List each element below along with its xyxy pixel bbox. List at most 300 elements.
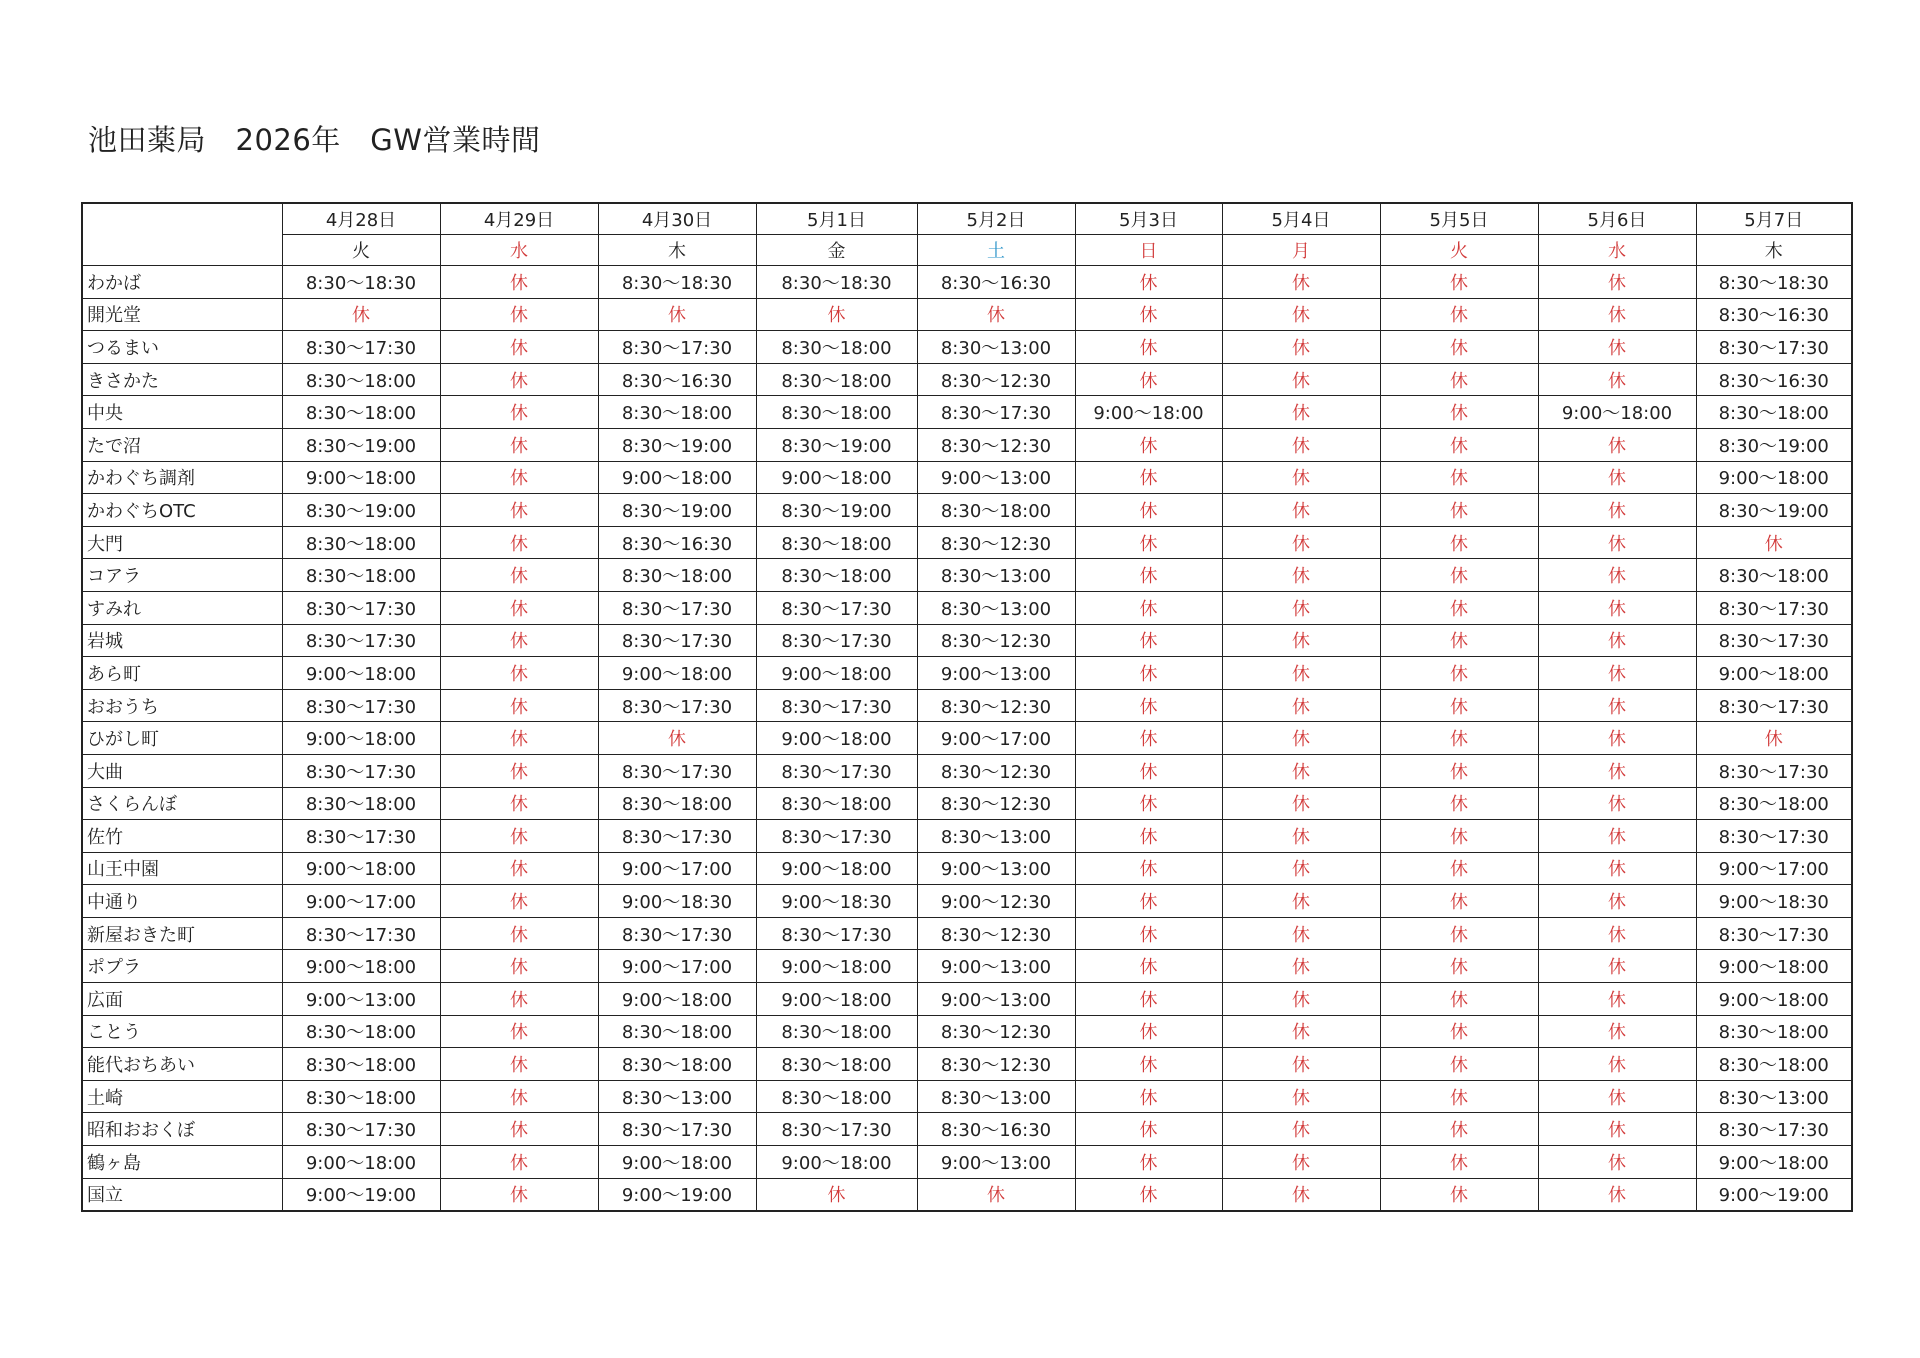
hours-cell: 9:00～18:00 [756, 657, 917, 690]
table-header [82, 203, 1852, 266]
hours-cell: 9:00～18:00 [1696, 983, 1852, 1016]
closed-cell: 休 [1222, 428, 1380, 461]
business-hours-table [81, 202, 1853, 1212]
hours-cell: 8:30～18:00 [598, 396, 756, 429]
hours-cell: 9:00～18:00 [282, 950, 440, 983]
closed-cell: 休 [1380, 559, 1538, 592]
closed-cell: 休 [1222, 461, 1380, 494]
hours-cell: 9:00～18:00 [282, 722, 440, 755]
hours-cell: 9:00～17:00 [598, 950, 756, 983]
store-name: すみれ [82, 591, 282, 624]
hours-cell: 8:30～17:30 [282, 331, 440, 364]
closed-cell: 休 [1075, 1113, 1222, 1146]
store-name: 大門 [82, 526, 282, 559]
closed-cell: 休 [1075, 754, 1222, 787]
hours-cell: 9:00～18:00 [1696, 461, 1852, 494]
date-header: 5月3日 [1075, 203, 1222, 235]
hours-cell: 8:30～17:30 [1696, 624, 1852, 657]
store-name: きさかた [82, 363, 282, 396]
closed-cell: 休 [1222, 1113, 1380, 1146]
closed-cell: 休 [1380, 722, 1538, 755]
store-name: 能代おちあい [82, 1048, 282, 1081]
closed-cell: 休 [440, 852, 598, 885]
hours-cell: 8:30～19:00 [282, 494, 440, 527]
hours-cell: 8:30～18:00 [598, 787, 756, 820]
closed-cell: 休 [1538, 428, 1696, 461]
hours-cell: 8:30～17:30 [1696, 1113, 1852, 1146]
weekday-header: 木 [1696, 235, 1852, 266]
closed-cell: 休 [1538, 461, 1696, 494]
hours-cell: 9:00～13:00 [917, 983, 1075, 1016]
hours-cell: 8:30～17:30 [756, 820, 917, 853]
weekday-header: 水 [1538, 235, 1696, 266]
hours-cell: 8:30～17:30 [282, 689, 440, 722]
closed-cell: 休 [1075, 917, 1222, 950]
hours-cell: 8:30～18:30 [598, 266, 756, 299]
store-name: 中通り [82, 885, 282, 918]
closed-cell: 休 [1380, 917, 1538, 950]
corner-cell [82, 203, 282, 266]
hours-cell: 9:00～19:00 [282, 1178, 440, 1211]
table-row [82, 950, 1852, 983]
date-header: 5月2日 [917, 203, 1075, 235]
hours-cell: 9:00～18:00 [756, 852, 917, 885]
closed-cell: 休 [1075, 820, 1222, 853]
table-row [82, 820, 1852, 853]
closed-cell: 休 [756, 1178, 917, 1211]
closed-cell: 休 [1380, 1178, 1538, 1211]
store-name: さくらんぼ [82, 787, 282, 820]
closed-cell: 休 [1538, 559, 1696, 592]
closed-cell: 休 [440, 1146, 598, 1179]
table-row [82, 331, 1852, 364]
hours-cell: 8:30～12:30 [917, 1015, 1075, 1048]
closed-cell: 休 [1222, 624, 1380, 657]
hours-cell: 9:00～18:30 [756, 885, 917, 918]
hours-cell: 8:30～18:00 [282, 787, 440, 820]
table-row [82, 787, 1852, 820]
hours-cell: 9:00～12:30 [917, 885, 1075, 918]
hours-cell: 9:00～18:00 [1696, 950, 1852, 983]
closed-cell: 休 [1075, 852, 1222, 885]
closed-cell: 休 [440, 363, 598, 396]
table-row [82, 526, 1852, 559]
closed-cell: 休 [1380, 591, 1538, 624]
weekday-header: 金 [756, 235, 917, 266]
closed-cell: 休 [1538, 266, 1696, 299]
closed-cell: 休 [1538, 1048, 1696, 1081]
hours-cell: 9:00～13:00 [917, 1146, 1075, 1179]
hours-cell: 8:30～17:30 [1696, 591, 1852, 624]
closed-cell: 休 [1538, 494, 1696, 527]
hours-cell: 8:30～17:30 [598, 820, 756, 853]
store-name: 昭和おおくぼ [82, 1113, 282, 1146]
hours-cell: 8:30～19:00 [282, 428, 440, 461]
closed-cell: 休 [1075, 1178, 1222, 1211]
closed-cell: 休 [1538, 363, 1696, 396]
hours-cell: 9:00～18:00 [598, 657, 756, 690]
store-name: 佐竹 [82, 820, 282, 853]
closed-cell: 休 [1380, 331, 1538, 364]
hours-cell: 9:00～18:00 [598, 461, 756, 494]
day-row [82, 235, 1852, 266]
closed-cell: 休 [1538, 624, 1696, 657]
hours-cell: 8:30～13:00 [917, 559, 1075, 592]
hours-cell: 8:30～18:00 [282, 559, 440, 592]
table-row [82, 396, 1852, 429]
closed-cell: 休 [1075, 950, 1222, 983]
hours-cell: 9:00～18:00 [756, 950, 917, 983]
hours-cell: 9:00～13:00 [917, 950, 1075, 983]
closed-cell: 休 [1380, 1048, 1538, 1081]
table-row [82, 852, 1852, 885]
closed-cell: 休 [1075, 461, 1222, 494]
closed-cell: 休 [1380, 266, 1538, 299]
hours-cell: 8:30～18:00 [756, 1015, 917, 1048]
closed-cell: 休 [1222, 787, 1380, 820]
closed-cell: 休 [1380, 363, 1538, 396]
weekday-header: 月 [1222, 235, 1380, 266]
closed-cell: 休 [1222, 950, 1380, 983]
closed-cell: 休 [1222, 363, 1380, 396]
closed-cell: 休 [1538, 591, 1696, 624]
hours-cell: 9:00～19:00 [1696, 1178, 1852, 1211]
closed-cell: 休 [1222, 885, 1380, 918]
closed-cell: 休 [1075, 428, 1222, 461]
table-row [82, 689, 1852, 722]
hours-cell: 8:30～17:30 [598, 591, 756, 624]
hours-cell: 8:30～18:00 [917, 494, 1075, 527]
closed-cell: 休 [1538, 983, 1696, 1016]
hours-cell: 8:30～19:00 [756, 494, 917, 527]
hours-cell: 8:30～17:30 [282, 754, 440, 787]
hours-cell: 9:00～18:00 [1696, 1146, 1852, 1179]
closed-cell: 休 [440, 722, 598, 755]
closed-cell: 休 [1075, 559, 1222, 592]
hours-cell: 8:30～18:00 [282, 1048, 440, 1081]
table-row [82, 1146, 1852, 1179]
date-header: 4月29日 [440, 203, 598, 235]
hours-cell: 8:30～17:30 [756, 591, 917, 624]
hours-cell: 8:30～17:30 [917, 396, 1075, 429]
closed-cell: 休 [1380, 461, 1538, 494]
hours-cell: 8:30～12:30 [917, 787, 1075, 820]
hours-cell: 9:00～18:00 [282, 657, 440, 690]
hours-cell: 8:30～12:30 [917, 526, 1075, 559]
hours-cell: 8:30～17:30 [756, 1113, 917, 1146]
hours-cell: 9:00～13:00 [917, 461, 1075, 494]
closed-cell: 休 [1538, 885, 1696, 918]
hours-cell: 8:30～17:30 [282, 917, 440, 950]
closed-cell: 休 [440, 266, 598, 299]
page-title: 池田薬局 2026年 GW営業時間 [88, 123, 541, 157]
hours-cell: 8:30～17:30 [598, 689, 756, 722]
hours-cell: 8:30～16:30 [1696, 298, 1852, 331]
closed-cell: 休 [1380, 852, 1538, 885]
closed-cell: 休 [440, 787, 598, 820]
closed-cell: 休 [440, 494, 598, 527]
hours-cell: 8:30～19:00 [598, 428, 756, 461]
store-name: ことう [82, 1015, 282, 1048]
hours-cell: 8:30～19:00 [1696, 428, 1852, 461]
hours-cell: 8:30～18:30 [282, 266, 440, 299]
hours-cell: 8:30～17:30 [1696, 689, 1852, 722]
closed-cell: 休 [1538, 1146, 1696, 1179]
hours-cell: 8:30～18:00 [598, 559, 756, 592]
table-row [82, 657, 1852, 690]
store-name: 岩城 [82, 624, 282, 657]
hours-cell: 9:00～18:00 [756, 461, 917, 494]
hours-cell: 8:30～13:00 [917, 1080, 1075, 1113]
closed-cell: 休 [1380, 298, 1538, 331]
table-body [82, 266, 1852, 1212]
table-row [82, 428, 1852, 461]
closed-cell: 休 [1538, 689, 1696, 722]
hours-cell: 8:30～18:00 [756, 1080, 917, 1113]
closed-cell: 休 [1538, 1113, 1696, 1146]
hours-cell: 8:30～12:30 [917, 428, 1075, 461]
hours-cell: 8:30～18:00 [1696, 1015, 1852, 1048]
table-row [82, 461, 1852, 494]
closed-cell: 休 [1222, 852, 1380, 885]
table-row [82, 1113, 1852, 1146]
closed-cell: 休 [1222, 917, 1380, 950]
hours-cell: 9:00～18:00 [1075, 396, 1222, 429]
closed-cell: 休 [1075, 1048, 1222, 1081]
closed-cell: 休 [440, 396, 598, 429]
closed-cell: 休 [1075, 657, 1222, 690]
closed-cell: 休 [440, 917, 598, 950]
table-row [82, 917, 1852, 950]
table-row [82, 983, 1852, 1016]
hours-cell: 8:30～18:00 [756, 363, 917, 396]
store-name: ひがし町 [82, 722, 282, 755]
closed-cell: 休 [440, 1015, 598, 1048]
closed-cell: 休 [440, 950, 598, 983]
hours-cell: 8:30～17:30 [1696, 820, 1852, 853]
hours-cell: 8:30～18:30 [756, 266, 917, 299]
hours-cell: 8:30～17:30 [756, 754, 917, 787]
hours-cell: 8:30～18:00 [756, 331, 917, 364]
closed-cell: 休 [1222, 331, 1380, 364]
store-name: コアラ [82, 559, 282, 592]
hours-cell: 9:00～18:00 [756, 983, 917, 1016]
hours-cell: 8:30～18:00 [282, 1015, 440, 1048]
hours-cell: 8:30～16:30 [917, 266, 1075, 299]
hours-cell: 9:00～18:00 [756, 1146, 917, 1179]
hours-cell: 8:30～17:30 [598, 754, 756, 787]
date-header: 4月28日 [282, 203, 440, 235]
store-name: 鶴ヶ島 [82, 1146, 282, 1179]
closed-cell: 休 [1696, 526, 1852, 559]
table-row [82, 266, 1852, 299]
date-header: 5月6日 [1538, 203, 1696, 235]
hours-cell: 8:30～17:30 [598, 624, 756, 657]
hours-cell: 8:30～12:30 [917, 363, 1075, 396]
store-name: 山王中園 [82, 852, 282, 885]
closed-cell: 休 [1222, 396, 1380, 429]
hours-cell: 8:30～12:30 [917, 689, 1075, 722]
closed-cell: 休 [1075, 331, 1222, 364]
weekday-header: 日 [1075, 235, 1222, 266]
hours-cell: 8:30～13:00 [917, 331, 1075, 364]
hours-cell: 8:30～12:30 [917, 917, 1075, 950]
hours-cell: 9:00～18:00 [282, 852, 440, 885]
hours-cell: 8:30～13:00 [917, 591, 1075, 624]
closed-cell: 休 [1380, 1015, 1538, 1048]
closed-cell: 休 [440, 331, 598, 364]
closed-cell: 休 [440, 526, 598, 559]
closed-cell: 休 [1380, 983, 1538, 1016]
table-row [82, 1178, 1852, 1211]
closed-cell: 休 [1380, 754, 1538, 787]
store-name: かわぐち調剤 [82, 461, 282, 494]
closed-cell: 休 [1380, 624, 1538, 657]
weekday-header: 火 [282, 235, 440, 266]
closed-cell: 休 [1075, 787, 1222, 820]
closed-cell: 休 [756, 298, 917, 331]
store-name: ポプラ [82, 950, 282, 983]
store-name: 土崎 [82, 1080, 282, 1113]
closed-cell: 休 [440, 591, 598, 624]
hours-cell: 9:00～18:30 [598, 885, 756, 918]
closed-cell: 休 [1075, 298, 1222, 331]
table-row [82, 624, 1852, 657]
store-name: あら町 [82, 657, 282, 690]
closed-cell: 休 [440, 1113, 598, 1146]
weekday-header: 火 [1380, 235, 1538, 266]
closed-cell: 休 [1222, 689, 1380, 722]
closed-cell: 休 [1380, 396, 1538, 429]
hours-cell: 8:30～18:00 [282, 363, 440, 396]
closed-cell: 休 [1222, 722, 1380, 755]
hours-cell: 8:30～18:00 [598, 1048, 756, 1081]
closed-cell: 休 [1222, 1146, 1380, 1179]
closed-cell: 休 [440, 657, 598, 690]
hours-cell: 8:30～18:00 [1696, 1048, 1852, 1081]
hours-cell: 8:30～18:00 [756, 559, 917, 592]
weekday-header: 木 [598, 235, 756, 266]
table-row [82, 1015, 1852, 1048]
store-name: 広面 [82, 983, 282, 1016]
hours-cell: 9:00～17:00 [917, 722, 1075, 755]
closed-cell: 休 [1075, 494, 1222, 527]
closed-cell: 休 [1222, 1080, 1380, 1113]
date-header: 4月30日 [598, 203, 756, 235]
closed-cell: 休 [598, 722, 756, 755]
hours-cell: 8:30～17:30 [756, 689, 917, 722]
closed-cell: 休 [1380, 885, 1538, 918]
hours-cell: 9:00～13:00 [917, 852, 1075, 885]
hours-cell: 8:30～17:30 [1696, 331, 1852, 364]
closed-cell: 休 [1222, 754, 1380, 787]
closed-cell: 休 [1538, 331, 1696, 364]
hours-cell: 9:00～19:00 [598, 1178, 756, 1211]
closed-cell: 休 [440, 559, 598, 592]
closed-cell: 休 [1222, 494, 1380, 527]
hours-cell: 8:30～12:30 [917, 1048, 1075, 1081]
closed-cell: 休 [1380, 1080, 1538, 1113]
closed-cell: 休 [1075, 266, 1222, 299]
hours-cell: 8:30～19:00 [1696, 494, 1852, 527]
closed-cell: 休 [440, 1080, 598, 1113]
closed-cell: 休 [1222, 298, 1380, 331]
closed-cell: 休 [1380, 1146, 1538, 1179]
hours-cell: 8:30～18:00 [1696, 559, 1852, 592]
hours-cell: 8:30～17:30 [756, 917, 917, 950]
table-row [82, 754, 1852, 787]
hours-cell: 9:00～18:00 [1696, 657, 1852, 690]
store-name: かわぐちOTC [82, 494, 282, 527]
closed-cell: 休 [440, 298, 598, 331]
hours-cell: 8:30～17:30 [282, 624, 440, 657]
hours-cell: 8:30～18:00 [756, 1048, 917, 1081]
closed-cell: 休 [1222, 983, 1380, 1016]
store-name: わかば [82, 266, 282, 299]
closed-cell: 休 [440, 461, 598, 494]
closed-cell: 休 [440, 754, 598, 787]
closed-cell: 休 [1380, 494, 1538, 527]
table-row [82, 298, 1852, 331]
closed-cell: 休 [1222, 559, 1380, 592]
closed-cell: 休 [1538, 820, 1696, 853]
table-row [82, 722, 1852, 755]
closed-cell: 休 [440, 983, 598, 1016]
store-name: 開光堂 [82, 298, 282, 331]
hours-cell: 9:00～18:00 [282, 461, 440, 494]
closed-cell: 休 [1222, 526, 1380, 559]
closed-cell: 休 [440, 428, 598, 461]
hours-cell: 9:00～18:00 [598, 1146, 756, 1179]
hours-cell: 8:30～17:30 [598, 917, 756, 950]
closed-cell: 休 [1075, 689, 1222, 722]
closed-cell: 休 [1538, 1080, 1696, 1113]
closed-cell: 休 [440, 1048, 598, 1081]
hours-cell: 8:30～17:30 [598, 331, 756, 364]
closed-cell: 休 [1538, 754, 1696, 787]
hours-cell: 8:30～19:00 [756, 428, 917, 461]
hours-cell: 9:00～18:30 [1696, 885, 1852, 918]
closed-cell: 休 [1538, 917, 1696, 950]
hours-cell: 8:30～18:00 [756, 787, 917, 820]
date-header: 5月1日 [756, 203, 917, 235]
store-name: 大曲 [82, 754, 282, 787]
hours-cell: 8:30～19:00 [598, 494, 756, 527]
closed-cell: 休 [1075, 1015, 1222, 1048]
hours-cell: 8:30～16:30 [1696, 363, 1852, 396]
closed-cell: 休 [917, 298, 1075, 331]
hours-cell: 8:30～16:30 [917, 1113, 1075, 1146]
hours-cell: 8:30～18:00 [598, 1015, 756, 1048]
closed-cell: 休 [1222, 657, 1380, 690]
closed-cell: 休 [1222, 1048, 1380, 1081]
hours-cell: 8:30～12:30 [917, 754, 1075, 787]
hours-cell: 8:30～18:00 [756, 396, 917, 429]
hours-cell: 8:30～18:00 [282, 1080, 440, 1113]
hours-cell: 9:00～18:00 [282, 1146, 440, 1179]
hours-cell: 8:30～13:00 [1696, 1080, 1852, 1113]
closed-cell: 休 [917, 1178, 1075, 1211]
closed-cell: 休 [440, 1178, 598, 1211]
hours-cell: 9:00～18:00 [1538, 396, 1696, 429]
date-header: 5月5日 [1380, 203, 1538, 235]
store-name: つるまい [82, 331, 282, 364]
closed-cell: 休 [440, 820, 598, 853]
table-row [82, 591, 1852, 624]
weekday-header: 土 [917, 235, 1075, 266]
closed-cell: 休 [1696, 722, 1852, 755]
closed-cell: 休 [1538, 787, 1696, 820]
